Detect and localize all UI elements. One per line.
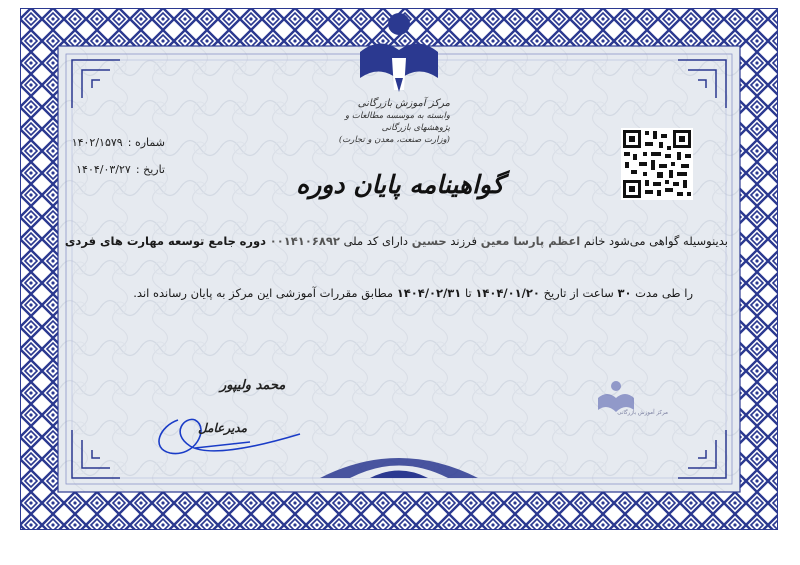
org-affiliation: وابسته به موسسه مطالعات و پژوهشهای بازرگانی: [345, 111, 450, 133]
date-value: ۱۴۰۴/۰۳/۲۷: [76, 163, 131, 176]
number-label: شماره :: [127, 136, 165, 149]
national-id-label: دارای کد ملی: [343, 234, 409, 248]
org-ministry: (وزارت صنعت، معدن و تجارت): [338, 135, 450, 145]
person-name: اعظم پارسا معین: [480, 234, 581, 248]
certificate-frame: [20, 8, 778, 530]
hours-unit: ساعت از تاریخ: [543, 286, 614, 300]
stamp-text: مرکز آموزش بازرگانی: [617, 410, 668, 416]
signatory-title: مدیرعامل: [198, 421, 248, 435]
start-date: ۱۴۰۴/۰۱/۲۰: [475, 286, 540, 300]
course-prefix: دوره: [239, 234, 267, 248]
number-value: ۱۴۰۲/۱۵۷۹: [71, 136, 123, 149]
organization-header: [330, 98, 450, 146]
body-line-1: [65, 234, 728, 248]
end-date: ۱۴۰۴/۰۲/۳۱: [396, 286, 462, 300]
qr-code-icon: [621, 128, 693, 200]
father-name: حسین: [411, 234, 447, 248]
course-hours: ۳۰: [617, 286, 632, 300]
signatory-name: محمد ولیپور: [220, 378, 286, 393]
child-of-text: فرزند: [450, 234, 478, 248]
course-name: جامع توسعه مهارت های فردی: [64, 234, 236, 248]
number-row: [71, 131, 165, 150]
intro-text: بدینوسیله گواهی می‌شود خانم: [583, 234, 728, 248]
org-name: مرکز آموزش بازرگانی: [357, 98, 450, 109]
certificate-title: گواهینامه پایان دوره: [296, 170, 504, 199]
duration-lead: را طی مدت: [635, 286, 693, 300]
to-text: تا: [464, 286, 472, 300]
date-row: [75, 158, 165, 177]
date-label: تاریخ :: [135, 163, 165, 176]
body-line-2: [133, 286, 693, 300]
national-id: ۰۰۱۴۱۰۶۸۹۲: [269, 234, 340, 248]
completion-text: مطابق مقررات آموزشی این مرکز به پایان رسانده اند.: [133, 286, 394, 300]
